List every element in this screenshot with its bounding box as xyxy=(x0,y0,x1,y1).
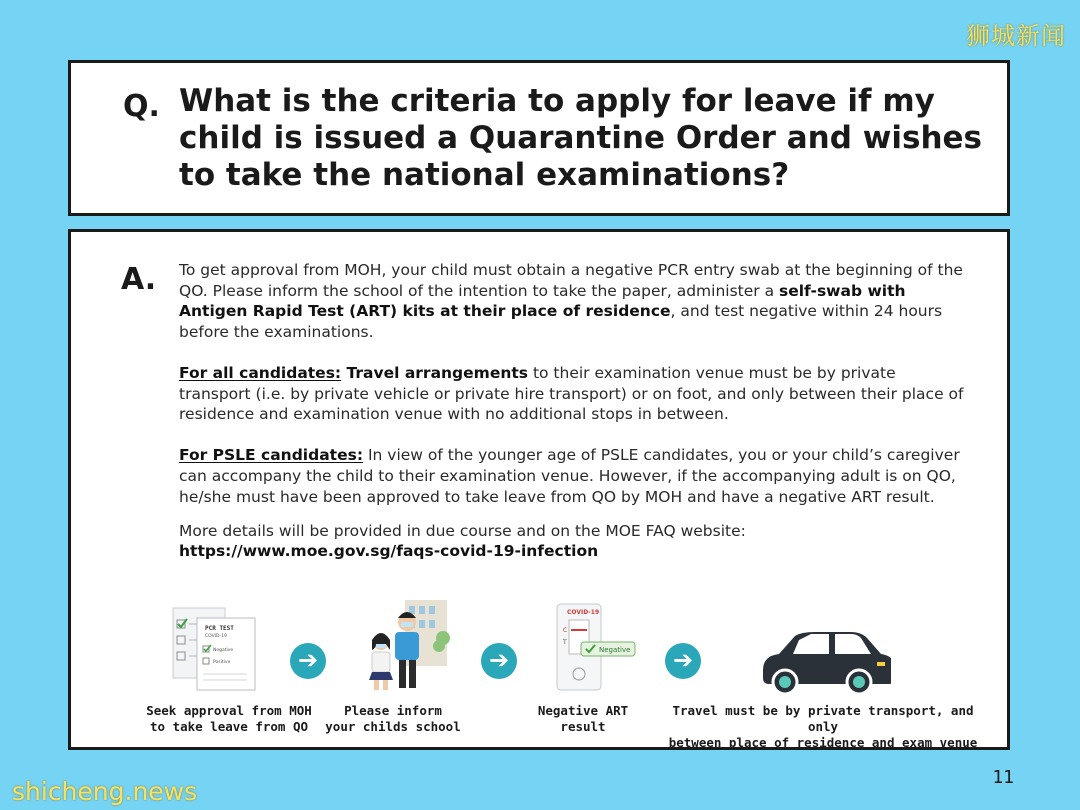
faq-link[interactable]: https://www.moe.gov.sg/faqs-covid-19-infection xyxy=(179,542,599,561)
art-test-kit-icon xyxy=(541,602,641,694)
answer-paragraph-travel xyxy=(179,363,969,425)
answer-paragraph-psle xyxy=(179,445,969,507)
art-t-label: T xyxy=(563,639,567,646)
pcr-negative-label: Negative xyxy=(213,648,234,653)
document-form-icon xyxy=(167,602,267,694)
art-c-label: C xyxy=(563,627,568,634)
p1-text-a: To get approval from MOH, your child must obtain a negative PCR entry swab at the beginning of the QO. Please inform the school of the intention to take the paper, administer a xyxy=(179,261,963,300)
p1-bold: self-swab with Antigen Rapid Test (ART) kits at their place of residence xyxy=(179,281,906,321)
p2-text: to their examination venue must be by private transport (i.e. by private vehicle or private hire transport) or on foot, and only between their place of residence and examination venue with no additional stops in between. xyxy=(179,363,964,424)
process-steps xyxy=(71,594,1007,750)
p3-heading: For PSLE candidates: xyxy=(179,446,364,465)
step-caption-travel xyxy=(663,703,983,751)
step-3-line-2: result xyxy=(560,719,606,734)
step-caption-inform-school xyxy=(323,703,463,735)
more-details xyxy=(179,521,969,562)
answer-label: A. xyxy=(121,262,157,297)
parent-child-icon xyxy=(359,598,455,698)
pcr-sub-label: COVID-19 xyxy=(205,634,227,639)
question-box xyxy=(68,60,1010,216)
answer-content xyxy=(179,260,969,562)
question-text: What is the criteria to apply for leave if my child is issued a Quarantine Order and wishes to take the national examinations? xyxy=(179,83,982,193)
step-4-line-1: Travel must be by private transport, and only xyxy=(672,703,974,734)
p3-text: In view of the younger age of PSLE candidates, you or your child’s caregiver can accompany the child to their examination venue. However, if the accompanying adult is on QO, he/she must have been approved to take leave from QO by MOH and have a negative ART result. xyxy=(179,446,960,506)
step-3-line-1: Negative ART xyxy=(537,703,629,718)
answer-paragraph-approval xyxy=(179,260,969,342)
more-details-text: More details will be provided in due course and on the MOE FAQ website: xyxy=(179,521,746,540)
step-caption-seek-approval xyxy=(129,703,329,735)
step-2-line-1: Please inform xyxy=(344,703,442,718)
pcr-label: PCR TEST xyxy=(205,625,234,632)
arrow-right-icon: ➔ xyxy=(290,643,326,679)
watermark-url: shicheng.news xyxy=(12,777,198,806)
p2-heading: For all candidates: xyxy=(179,363,342,382)
question-label: Q. xyxy=(123,89,160,124)
art-negative-badge: Negative xyxy=(599,646,631,654)
page-number: 11 xyxy=(992,767,1014,788)
step-4-line-2: between place of residence and exam venue xyxy=(668,735,978,750)
step-caption-negative-art xyxy=(523,703,643,735)
car-icon xyxy=(751,630,891,696)
answer-box xyxy=(68,229,1010,750)
pcr-positive-label: Positive xyxy=(213,660,231,665)
art-covid-label: COVID-19 xyxy=(567,609,600,616)
p1-text-c: , and test negative within 24 hours before the examinations. xyxy=(179,302,943,341)
step-2-line-2: your childs school xyxy=(325,719,461,734)
step-1-line-1: Seek approval from MOH xyxy=(146,703,312,718)
arrow-right-icon: ➔ xyxy=(481,643,517,679)
watermark-chinese: 狮城新闻 xyxy=(966,22,1066,50)
p2-bold: Travel arrangements xyxy=(341,363,529,382)
step-1-line-2: to take leave from QO xyxy=(149,719,309,734)
arrow-right-icon: ➔ xyxy=(665,643,701,679)
